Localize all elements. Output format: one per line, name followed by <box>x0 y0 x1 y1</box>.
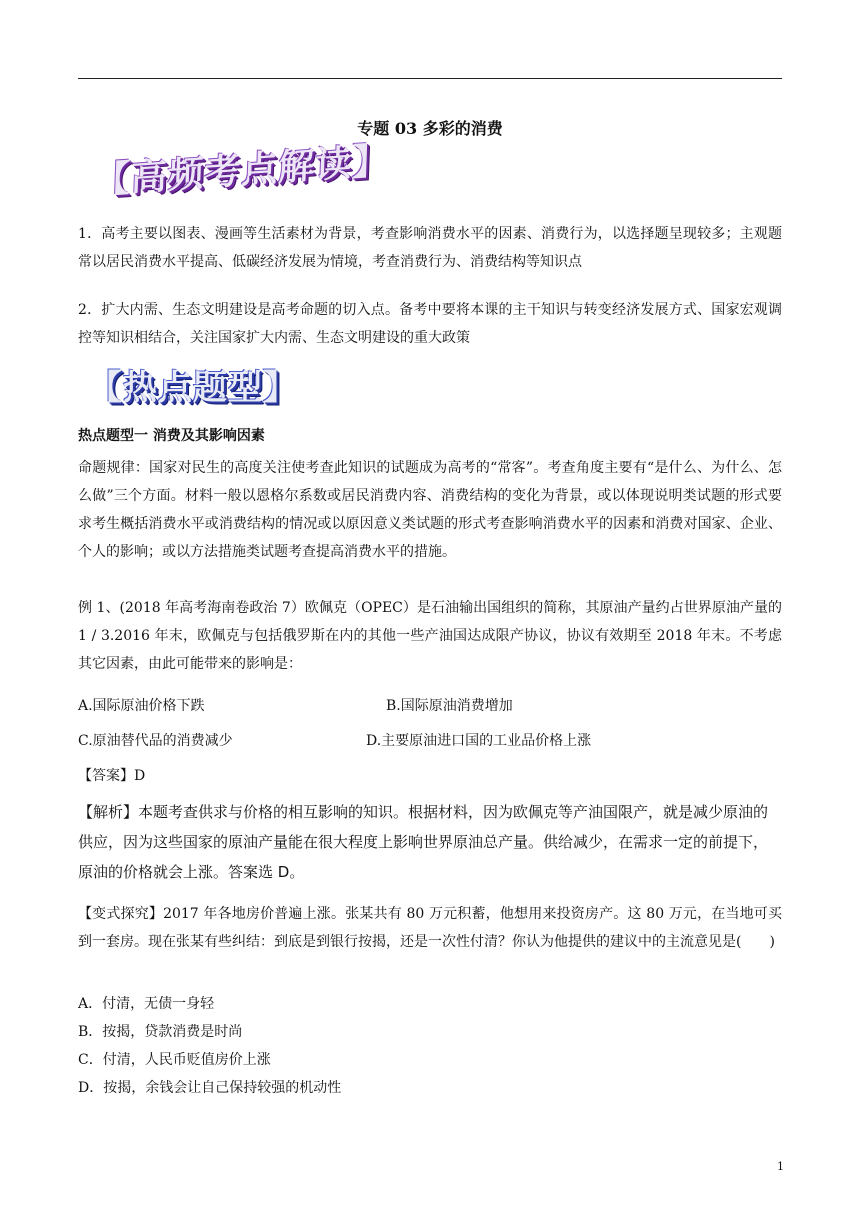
variant-option-b: B．按揭，贷款消费是时尚 <box>78 1024 243 1040</box>
rule-paragraph: 命题规律：国家对民生的高度关注使考查此知识的试题成为高考的“常客”。考查角度主要有“是什么、为什么、怎么做”三个方面。材料一般以恩格尔系数或居民消费内容、消费结构的变化为背景，或以体现说明类试题的形式要求考生概括消费水平或消费结构的情况或以原因意义类试题的形式考查影响消费水平的因素和消费对国家、企业、个人的影响；或以方法措施类试题考查提高消费水平的措施。 <box>78 460 782 560</box>
banner-hot-topics: 【热点题型】 <box>88 368 298 408</box>
page-title: 专题 03 多彩的消费 <box>357 119 503 138</box>
header-rule <box>78 78 782 79</box>
option-b: B.国际原油消费增加 <box>386 698 513 714</box>
variant-option-a: A．付清，无债一身轻 <box>78 996 215 1012</box>
intro-paragraph-2: 2．扩大内需、生态文明建设是高考命题的切入点。备考中要将本课的主干知识与转变经济发展方式、国家宏观调控等知识相结合，关注国家扩大内需、生态文明建设的重大政策 <box>78 302 782 346</box>
page-number: 1 <box>777 1160 784 1173</box>
option-a: A.国际原油价格下跌 <box>78 698 205 714</box>
option-d: D.主要原油进口国的工业品价格上涨 <box>366 733 592 749</box>
banner-key-points: 【高频考点解读】 <box>93 140 390 203</box>
section-heading: 热点题型一 消费及其影响因素 <box>78 428 265 444</box>
intro-paragraph-1: 1．高考主要以图表、漫画等生活素材为背景，考查影响消费水平的因素、消费行为，以选择题呈现较多；主观题常以居民消费水平提高、低碳经济发展为情境，考查消费行为、消费结构等知识点 <box>78 226 782 270</box>
option-c: C.原油替代品的消费减少 <box>78 733 233 749</box>
variant-option-d: D．按揭，余钱会让自己保持较强的机动性 <box>78 1080 342 1096</box>
analysis-paragraph: 【解析】本题考查供求与价格的相互影响的知识。根据材料，因为欧佩克等产油国限产，就是减少原油的供应，因为这些国家的原油产量能在很大程度上影响世界原油总产量。供给减少，在需求一定的前提下，原油的价格就会上涨。答案选 D。 <box>78 803 769 881</box>
example-question: 例 1、(2018 年高考海南卷政治 7）欧佩克（OPEC）是石油输出国组织的简称，其原油产量约占世界原油产量的 1 / 3.2016 年末，欧佩克与包括俄罗斯在内的其他一些产油国达成限产协议，协议有效期至 2018 年末。不考虑其它因素，由此可能带来的影响是： <box>78 600 782 672</box>
variant-option-c: C．付清，人民币贬值房价上涨 <box>78 1052 271 1068</box>
variant-question: 【变式探究】2017 年各地房价普遍上涨。张某共有 80 万元积蓄，他想用来投资房产。这 80 万元，在当地可买到一套房。现在张某有些纠结：到底是到银行按揭，还是一次性付清？你认为他提供的建议中的主流意见是( ) <box>78 906 782 950</box>
answer-line: 【答案】D <box>78 768 146 784</box>
